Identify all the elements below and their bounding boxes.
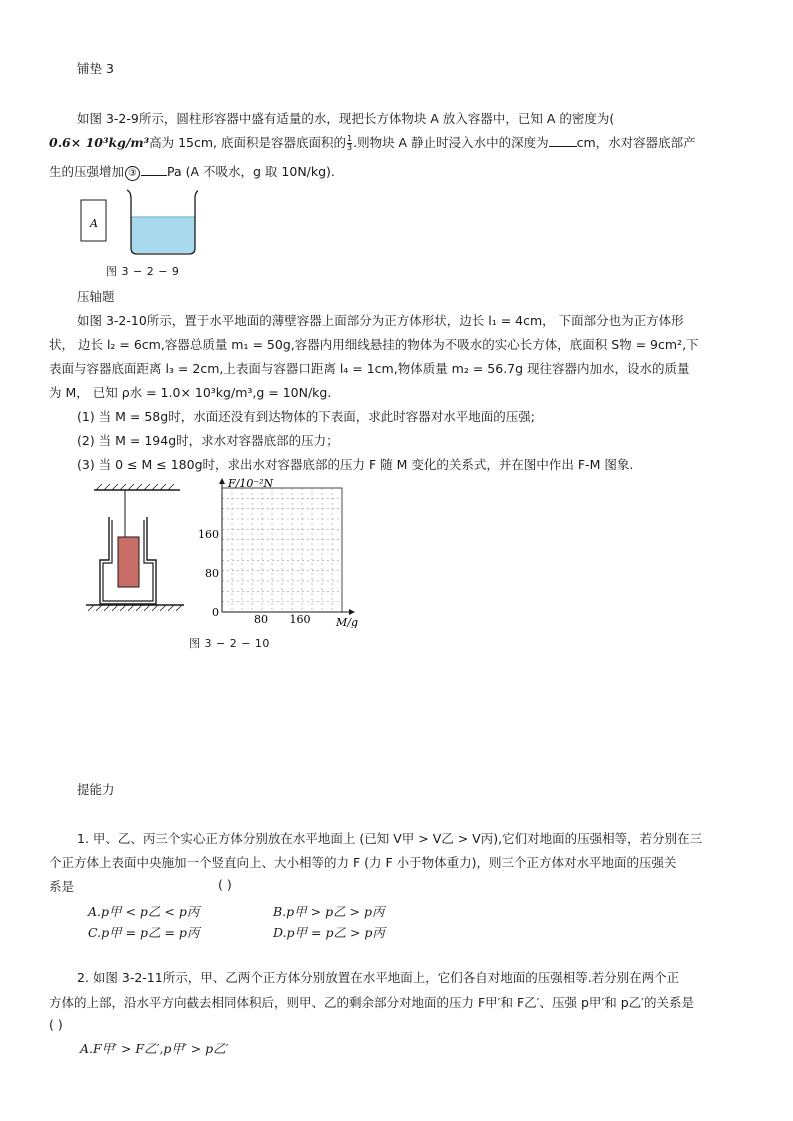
figure-caption-3-2-10: 图 3 − 2 − 10 (189, 637, 270, 650)
grid-lines (222, 488, 342, 612)
q1-line-3: 系是 (49, 879, 75, 894)
x-tick-160: 160 (289, 613, 311, 626)
answer-blank-depth[interactable] (549, 136, 577, 147)
pre-text-2a: 高为 15cm, 底面积是容器底面积的 (149, 135, 347, 150)
y-tick-160: 160 (198, 528, 219, 541)
pre-question-line-1: 如图 3-2-9所示，圆柱形容器中盛有适量的水，现把长方体物块 A 放入容器中，已知 A 的密度为( (77, 111, 615, 126)
q1-option-a[interactable]: A.p甲 < p乙 < p丙 (88, 904, 200, 919)
figure-3-2-10-container (82, 480, 197, 620)
circled-number-3: ③ (125, 166, 140, 181)
origin-label: 0 (212, 606, 219, 619)
suspended-block (118, 537, 139, 587)
section-title-tinengli: 提能力 (77, 782, 115, 797)
q1-option-c[interactable]: C.p甲 = p乙 = p丙 (88, 925, 200, 940)
q2-answer-paren[interactable]: ( ) (49, 1017, 63, 1032)
figure-3-2-9 (78, 188, 198, 260)
pre-question-line-2 (49, 133, 696, 152)
q2-line-1: 2. 如图 3-2-11所示，甲、乙两个正方体分别放置在水平地面上，它们各自对地面的压强相等.若分别在两个正 (77, 970, 680, 985)
q1-answer-paren[interactable]: ( ) (218, 877, 232, 892)
pre-text-2b: .则物块 A 静止时浸入水中的深度为 (353, 135, 549, 150)
main-question-line-1: 如图 3-2-10所示，置于水平地面的薄壁容器上面部分为正方体形状，边长 l₁ = 4cm， 下面部分也为正方体形 (77, 313, 684, 328)
ceiling-hatch (96, 484, 174, 490)
y-axis-label: F/10⁻²N (228, 477, 274, 490)
q2-option-a[interactable]: A.F甲′ > F乙′,p甲′ > p乙′ (80, 1041, 229, 1056)
sub-question-3: (3) 当 0 ≤ M ≤ 180g时，求出水对容器底部的压力 F 随 M 变化的关系式，并在图中作出 F-M 图象. (77, 457, 634, 472)
pre-text-3a: 生的压强增加 (49, 164, 125, 179)
section-title-yazhouti: 压轴题 (77, 289, 115, 304)
water-fill (131, 217, 195, 253)
density-value: 0.6× 10³kg/m³ (49, 135, 150, 150)
main-question-line-2: 状， 边长 l₂ = 6cm,容器总质量 m₁ = 50g,容器内用细线悬挂的物体为不吸水的实心长方体，底面积 S物 = 9cm²,下 (49, 337, 699, 352)
q1-line-1: 1. 甲、乙、丙三个实心正方体分别放在水平地面上 (已知 V甲 > V乙 > V丙),它们对地面的压强相等，若分别在三 (77, 831, 703, 846)
main-question-line-4: 为 M， 已知 ρ水 = 1.0× 10³kg/m³,g = 10N/kg. (49, 385, 332, 400)
fraction-one-third: $\frac{1}{3}$ (347, 134, 353, 152)
q2-line-2: 方体的上部，沿水平方向截去相同体积后，则甲、乙的剩余部分对地面的压力 F甲′和 F乙′、压强 p甲′和 p乙′的关系是 (49, 995, 694, 1010)
main-question-line-3: 表面与容器底面距离 l₃ = 2cm,上表面与容器口距离 l₄ = 1cm,物体质量 m₂ = 56.7g 现往容器内加水，设水的质量 (49, 361, 690, 376)
pre-text-2c: cm，水对容器底部产 (576, 135, 696, 150)
q1-option-d[interactable]: D.p甲 = p乙 > p丙 (273, 925, 385, 940)
pre-text-3b: Pa (A 不吸水，g 取 10N/kg). (167, 164, 335, 179)
sub-question-1: (1) 当 M = 58g时，水面还没有到达物体的下表面，求此时容器对水平地面的压强; (77, 409, 535, 424)
y-tick-80: 80 (205, 567, 219, 580)
block-a-label: A (90, 217, 98, 230)
x-axis-label: M/g (336, 616, 359, 628)
q1-option-b[interactable]: B.p甲 > p乙 > p丙 (273, 904, 385, 919)
figure-3-2-10-graph (198, 476, 360, 628)
x-tick-80: 80 (254, 613, 268, 626)
q1-line-2: 个正方体上表面中央施加一个竖直向上、大小相等的力 F (力 F 小于物体重力)，则三个正方体对水平地面的压强关 (49, 855, 677, 870)
sub-question-2: (2) 当 M = 194g时，求水对容器底部的压力； (77, 433, 339, 448)
section-title-pudian: 铺垫 3 (77, 61, 114, 76)
answer-blank-pressure[interactable] (141, 165, 167, 176)
pre-question-line-3 (49, 162, 335, 181)
ground-hatch (88, 605, 182, 611)
figure-caption-3-2-9: 图 3 − 2 − 9 (106, 265, 180, 278)
